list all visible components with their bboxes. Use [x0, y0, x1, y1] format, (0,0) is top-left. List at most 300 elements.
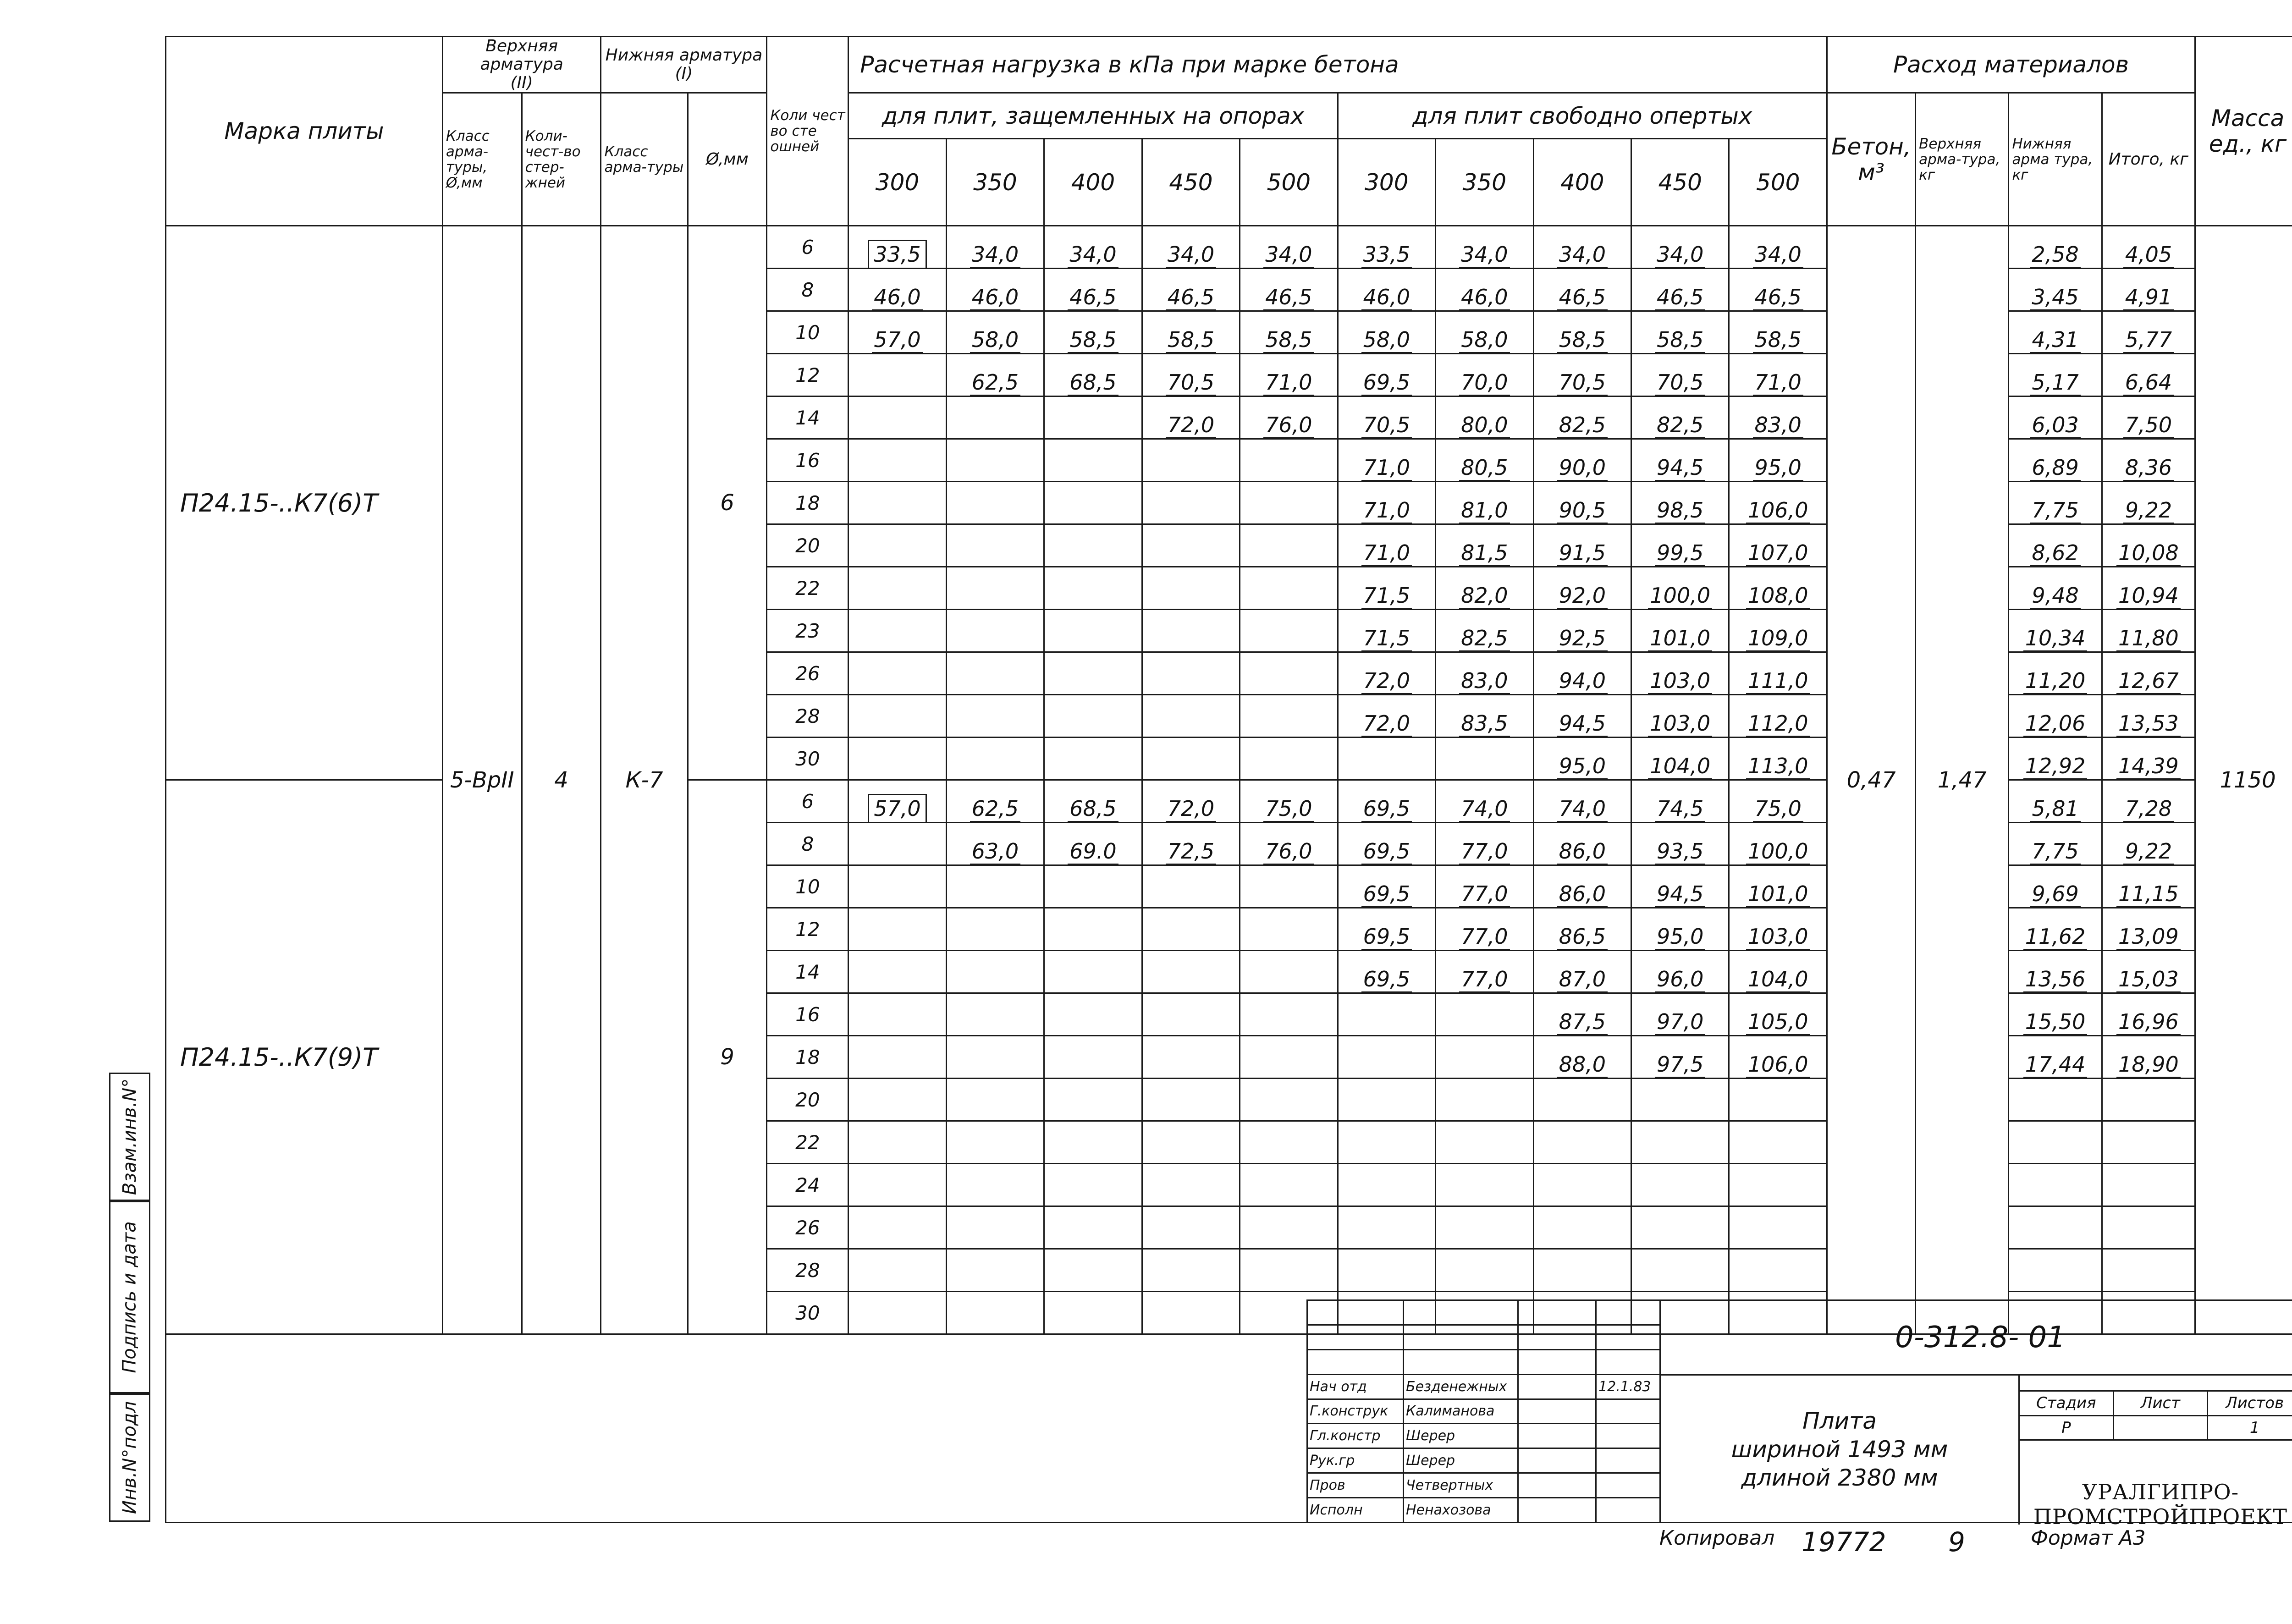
load-clamped: [1240, 695, 1338, 738]
rod-count: 12: [767, 354, 848, 396]
lower-reinf-mass: 12,92: [2009, 738, 2102, 780]
load-clamped: [1142, 1036, 1240, 1079]
load-free: 106,0: [1729, 482, 1827, 524]
total-mass: 6,64: [2102, 354, 2195, 396]
load-free: 69,5: [1338, 908, 1435, 951]
load-free: 70,5: [1533, 354, 1631, 396]
stamp-empty-cell: [1596, 1349, 1660, 1374]
total-mass: 18,90: [2102, 1036, 2195, 1079]
load-clamped: [1142, 482, 1240, 524]
load-clamped: [1142, 1164, 1240, 1206]
lower-reinf-mass: 3,45: [2009, 269, 2102, 311]
load-free: [1338, 1079, 1435, 1121]
lower-reinf-mass: 9,69: [2009, 865, 2102, 908]
load-clamped: 68,5: [1044, 780, 1142, 823]
load-free: [1631, 1206, 1729, 1249]
load-clamped: 57,0: [848, 311, 946, 354]
load-free: 95,0: [1533, 738, 1631, 780]
load-clamped: [946, 993, 1044, 1036]
lower-reinf-mass: 11,20: [2009, 652, 2102, 695]
stamp-name: Безденежных: [1404, 1374, 1518, 1399]
load-clamped: 34,0: [946, 226, 1044, 269]
rod-count: 10: [767, 865, 848, 908]
load-clamped: [1142, 1079, 1240, 1121]
load-free: 71,0: [1338, 482, 1435, 524]
load-clamped: 63,0: [946, 823, 1044, 865]
rod-count: 28: [767, 1249, 848, 1292]
load-free: 33,5: [1338, 226, 1435, 269]
load-free: 88,0: [1533, 1036, 1631, 1079]
lower-reinf-mass: [2009, 1079, 2102, 1121]
total-mass: 9,22: [2102, 482, 2195, 524]
load-clamped: [1044, 738, 1142, 780]
upper-class: 5-ВрII: [442, 226, 522, 1334]
load-clamped: 46,0: [848, 269, 946, 311]
grade-clamped-350: 350: [946, 139, 1044, 226]
load-free: 105,0: [1729, 993, 1827, 1036]
load-clamped: [1240, 567, 1338, 610]
total-mass: 10,08: [2102, 524, 2195, 567]
load-clamped: 34,0: [1044, 226, 1142, 269]
stamp-empty-cell: [1404, 1349, 1518, 1374]
stamp-empty-cell: [1307, 1300, 1404, 1325]
load-clamped: [1142, 652, 1240, 695]
stamp-role: Пров: [1307, 1473, 1404, 1498]
load-free: 46,0: [1436, 269, 1533, 311]
load-free: 97,5: [1631, 1036, 1729, 1079]
load-clamped: [1142, 1206, 1240, 1249]
load-free: 96,0: [1631, 951, 1729, 993]
title-block: [1306, 1299, 2292, 1529]
load-free: 107,0: [1729, 524, 1827, 567]
header-load: Расчетная нагрузка в кПа при марке бетона: [848, 37, 1827, 93]
total-mass: 13,09: [2102, 908, 2195, 951]
load-clamped: 62,5: [946, 780, 1044, 823]
load-free: 74,0: [1533, 780, 1631, 823]
load-free: 46,0: [1338, 269, 1435, 311]
load-clamped: [1044, 695, 1142, 738]
load-clamped: [946, 567, 1044, 610]
load-clamped: 62,5: [946, 354, 1044, 396]
load-clamped: [1142, 610, 1240, 652]
grade-free-300: 300: [1338, 139, 1435, 226]
load-free: 80,0: [1436, 396, 1533, 439]
load-table: [165, 36, 2292, 1335]
load-free: 103,0: [1631, 652, 1729, 695]
load-clamped: [848, 1079, 946, 1121]
load-free: 83,5: [1436, 695, 1533, 738]
load-clamped: [1240, 865, 1338, 908]
load-clamped: 72,0: [1142, 396, 1240, 439]
load-free: [1533, 1164, 1631, 1206]
load-free: 69,5: [1338, 780, 1435, 823]
lower-reinf-mass: 17,44: [2009, 1036, 2102, 1079]
load-free: [1729, 1164, 1827, 1206]
rod-count: 14: [767, 951, 848, 993]
load-free: 103,0: [1631, 695, 1729, 738]
grade-free-450: 450: [1631, 139, 1729, 226]
load-free: 69,5: [1338, 354, 1435, 396]
load-free: 87,5: [1533, 993, 1631, 1036]
total-mass: 9,22: [2102, 823, 2195, 865]
load-free: 97,0: [1631, 993, 1729, 1036]
load-clamped: 46,0: [946, 269, 1044, 311]
load-free: 87,0: [1533, 951, 1631, 993]
doc-title: Плита шириной 1493 мм длиной 2380 мм: [1661, 1374, 2020, 1525]
load-clamped: 46,5: [1142, 269, 1240, 311]
header-qty: Коли чест во сте ошней: [767, 37, 848, 226]
side-note-replace: Взам.инв.N°: [109, 1073, 150, 1201]
load-free: 77,0: [1436, 865, 1533, 908]
load-free: [1729, 1121, 1827, 1164]
rod-count: 6: [767, 780, 848, 823]
load-clamped: [1240, 908, 1338, 951]
load-clamped: [1044, 524, 1142, 567]
rod-count: 16: [767, 439, 848, 482]
rod-count: 8: [767, 823, 848, 865]
load-clamped: [946, 695, 1044, 738]
stamp-empty-cell: [1596, 1325, 1660, 1349]
load-free: [1533, 1121, 1631, 1164]
stamp-role: Исполн: [1307, 1498, 1404, 1523]
load-free: 94,5: [1631, 865, 1729, 908]
load-free: 71,0: [1729, 354, 1827, 396]
lower-reinf-mass: 12,06: [2009, 695, 2102, 738]
sheet-value: [2113, 1415, 2208, 1440]
stamp-empty-cell: [1518, 1325, 1596, 1349]
load-clamped: [848, 823, 946, 865]
stamp-empty-cell: [1518, 1349, 1596, 1374]
load-free: 58,0: [1338, 311, 1435, 354]
rod-count: 6: [767, 226, 848, 269]
load-clamped: [946, 951, 1044, 993]
load-clamped: [1044, 567, 1142, 610]
load-clamped: 58,0: [946, 311, 1044, 354]
lower-diameter: 9: [688, 780, 767, 1334]
load-clamped: [1044, 1079, 1142, 1121]
load-clamped: [1044, 439, 1142, 482]
load-free: [1729, 1079, 1827, 1121]
lower-reinf-mass: 15,50: [2009, 993, 2102, 1036]
load-free: [1436, 1164, 1533, 1206]
load-free: 77,0: [1436, 951, 1533, 993]
header-materials: Расход материалов: [1827, 37, 2195, 93]
load-free: 46,5: [1631, 269, 1729, 311]
load-clamped: [1044, 1206, 1142, 1249]
load-clamped: [946, 652, 1044, 695]
total-mass: 4,05: [2102, 226, 2195, 269]
lower-reinf-mass: 6,89: [2009, 439, 2102, 482]
load-free: 113,0: [1729, 738, 1827, 780]
load-free: 91,5: [1533, 524, 1631, 567]
load-free: 75,0: [1729, 780, 1827, 823]
load-free: 58,0: [1436, 311, 1533, 354]
stamp-role: Г.конструк: [1307, 1399, 1404, 1424]
stage-head: Стадия: [2019, 1391, 2114, 1416]
load-free: 112,0: [1729, 695, 1827, 738]
load-free: [1436, 993, 1533, 1036]
total-mass: 4,91: [2102, 269, 2195, 311]
load-clamped: [946, 1164, 1044, 1206]
load-free: 90,0: [1533, 439, 1631, 482]
load-clamped: 57,0: [848, 780, 946, 823]
grade-clamped-450: 450: [1142, 139, 1240, 226]
header-lower-kg: Нижняя арма тура, кг: [2009, 93, 2102, 226]
load-free: [1436, 738, 1533, 780]
stamp-date: [1596, 1399, 1660, 1424]
load-free: 92,0: [1533, 567, 1631, 610]
upper-count: 4: [522, 226, 601, 1334]
stamp-date: [1596, 1498, 1660, 1523]
load-clamped: [1142, 908, 1240, 951]
load-free: 104,0: [1631, 738, 1729, 780]
load-clamped: [946, 396, 1044, 439]
grade-clamped-400: 400: [1044, 139, 1142, 226]
lower-reinf-mass: 5,81: [2009, 780, 2102, 823]
load-clamped: [1044, 951, 1142, 993]
load-clamped: 46,5: [1240, 269, 1338, 311]
table-row: [166, 226, 2292, 269]
load-clamped: [1044, 865, 1142, 908]
load-clamped: [1044, 1121, 1142, 1164]
load-clamped: [1240, 652, 1338, 695]
header-count: Коли-чест-во стер-жней: [522, 93, 601, 226]
load-free: 93,5: [1631, 823, 1729, 865]
load-clamped: [848, 865, 946, 908]
load-free: 82,5: [1631, 396, 1729, 439]
load-free: 58,5: [1729, 311, 1827, 354]
load-clamped: [848, 1206, 946, 1249]
total-mass: 13,53: [2102, 695, 2195, 738]
load-clamped: [1142, 993, 1240, 1036]
load-clamped: [1142, 567, 1240, 610]
sheets-value: 1: [2208, 1415, 2292, 1440]
load-free: 58,5: [1533, 311, 1631, 354]
load-free: 82,5: [1533, 396, 1631, 439]
load-clamped: [1240, 738, 1338, 780]
stamp-empty-cell: [1307, 1325, 1404, 1349]
load-free: 71,5: [1338, 567, 1435, 610]
rod-count: 28: [767, 695, 848, 738]
total-mass: 14,39: [2102, 738, 2195, 780]
load-clamped: [1142, 439, 1240, 482]
side-note-signature: Подпись и дата: [109, 1201, 150, 1393]
load-clamped: [946, 610, 1044, 652]
stamp-date: 12.1.83: [1596, 1374, 1660, 1399]
header-upper-kg: Верхняя арма-тура, кг: [1916, 93, 2009, 226]
load-free: 83,0: [1436, 652, 1533, 695]
rod-count: 24: [767, 1164, 848, 1206]
lower-reinf-mass: 7,75: [2009, 482, 2102, 524]
load-clamped: [1142, 865, 1240, 908]
stamp-date: [1596, 1473, 1660, 1498]
plate-mark: П24.15-..К7(9)Т: [166, 780, 443, 1334]
sheet-head: Лист: [2113, 1391, 2208, 1416]
load-free: 100,0: [1729, 823, 1827, 865]
total-mass: 7,50: [2102, 396, 2195, 439]
lower-reinf-mass: 4,31: [2009, 311, 2102, 354]
load-free: 86,0: [1533, 823, 1631, 865]
unit-mass: 1150: [2195, 226, 2292, 1334]
load-clamped: [1240, 1036, 1338, 1079]
load-free: 95,0: [1631, 908, 1729, 951]
load-clamped: [1240, 610, 1338, 652]
total-mass: 10,94: [2102, 567, 2195, 610]
stamp-sign: [1518, 1424, 1596, 1448]
load-free: 74,0: [1436, 780, 1533, 823]
load-free: 86,5: [1533, 908, 1631, 951]
header-clamped: для плит, защемленных на опорах: [848, 93, 1338, 139]
load-free: 70,5: [1631, 354, 1729, 396]
rod-count: 18: [767, 482, 848, 524]
load-free: 94,5: [1631, 439, 1729, 482]
load-free: 80,5: [1436, 439, 1533, 482]
stamp-role: Гл.констр: [1307, 1424, 1404, 1448]
lower-class: К-7: [601, 226, 688, 1334]
stamp-role: Рук.гр: [1307, 1448, 1404, 1473]
load-free: [1729, 1206, 1827, 1249]
header-lower-reinf: Нижняя арматура (I): [601, 37, 767, 93]
grade-clamped-300: 300: [848, 139, 946, 226]
load-clamped: [946, 1121, 1044, 1164]
stamp-name: Четвертных: [1404, 1473, 1518, 1498]
load-free: [1338, 1121, 1435, 1164]
stamp-role: Нач отд: [1307, 1374, 1404, 1399]
rod-count: 26: [767, 1206, 848, 1249]
load-clamped: 76,0: [1240, 823, 1338, 865]
load-clamped: [848, 524, 946, 567]
stage-value: Р: [2019, 1415, 2114, 1440]
load-clamped: [848, 1036, 946, 1079]
load-clamped: [1044, 1164, 1142, 1206]
load-clamped: [848, 567, 946, 610]
load-free: 74,5: [1631, 780, 1729, 823]
total-mass: 15,03: [2102, 951, 2195, 993]
total-mass: 7,28: [2102, 780, 2195, 823]
load-clamped: [1044, 1036, 1142, 1079]
rod-count: 30: [767, 1292, 848, 1334]
total-mass: 8,36: [2102, 439, 2195, 482]
load-clamped: 58,5: [1044, 311, 1142, 354]
load-free: 81,0: [1436, 482, 1533, 524]
load-free: 92,5: [1533, 610, 1631, 652]
load-clamped: [946, 908, 1044, 951]
rod-count: 22: [767, 567, 848, 610]
load-clamped: [1142, 695, 1240, 738]
load-free: [1631, 1164, 1729, 1206]
load-free: [1338, 1036, 1435, 1079]
stamp-sign: [1518, 1399, 1596, 1424]
load-clamped: [848, 652, 946, 695]
rod-count: 26: [767, 652, 848, 695]
header-upper-reinf: Верхняя арматура (II): [442, 37, 601, 93]
load-clamped: [946, 865, 1044, 908]
load-free: 70,0: [1436, 354, 1533, 396]
load-free: 82,0: [1436, 567, 1533, 610]
load-free: 34,0: [1436, 226, 1533, 269]
load-clamped: [946, 738, 1044, 780]
organization: УРАЛГИПРО- ПРОМСТРОЙПРОЕКТ: [2033, 1480, 2288, 1529]
load-free: 94,5: [1533, 695, 1631, 738]
total-mass: [2102, 1079, 2195, 1121]
load-free: 103,0: [1729, 908, 1827, 951]
load-clamped: [1044, 396, 1142, 439]
side-note-inventory: Инв.N°подл: [109, 1393, 150, 1522]
load-free: 98,5: [1631, 482, 1729, 524]
load-free: [1338, 1164, 1435, 1206]
rod-count: 16: [767, 993, 848, 1036]
rod-count: 23: [767, 610, 848, 652]
lower-reinf-mass: [2009, 1121, 2102, 1164]
load-clamped: [1142, 524, 1240, 567]
load-clamped: 70,5: [1142, 354, 1240, 396]
plate-mark: П24.15-..К7(6)Т: [166, 226, 443, 780]
load-free: 99,5: [1631, 524, 1729, 567]
concrete-volume: 0,47: [1827, 226, 1915, 1334]
load-clamped: [1240, 1206, 1338, 1249]
stamp-empty-cell: [1307, 1349, 1404, 1374]
total-mass: 5,77: [2102, 311, 2195, 354]
doc-code: 0-312.8- 01: [1661, 1301, 2292, 1376]
stamp-empty-cell: [1596, 1300, 1660, 1325]
stamp-empty-cell: [1518, 1300, 1596, 1325]
copy-number: 19772: [1802, 1526, 1886, 1558]
load-free: [1436, 1206, 1533, 1249]
load-clamped: [848, 738, 946, 780]
stamp-sign: [1518, 1498, 1596, 1523]
rod-count: 12: [767, 908, 848, 951]
lower-diameter: 6: [688, 226, 767, 780]
load-clamped: [1142, 738, 1240, 780]
load-free: [1436, 1036, 1533, 1079]
load-clamped: [848, 1164, 946, 1206]
lower-reinf-mass: 6,03: [2009, 396, 2102, 439]
stage-table: [2018, 1390, 2292, 1441]
load-free: 82,5: [1436, 610, 1533, 652]
load-free: 109,0: [1729, 610, 1827, 652]
load-free: 34,0: [1533, 226, 1631, 269]
load-clamped: [848, 695, 946, 738]
load-clamped: [848, 439, 946, 482]
load-free: 81,5: [1436, 524, 1533, 567]
stamp-name: Шерер: [1404, 1448, 1518, 1473]
load-clamped: [848, 396, 946, 439]
load-clamped: [1044, 482, 1142, 524]
load-clamped: 76,0: [1240, 396, 1338, 439]
rod-count: 18: [767, 1036, 848, 1079]
load-clamped: 71,0: [1240, 354, 1338, 396]
load-free: 71,0: [1338, 524, 1435, 567]
load-clamped: [1240, 482, 1338, 524]
load-clamped: [1240, 951, 1338, 993]
lower-reinf-mass: 7,75: [2009, 823, 2102, 865]
stamp-empty-cell: [1404, 1300, 1518, 1325]
load-free: 34,0: [1631, 226, 1729, 269]
total-mass: [2102, 1164, 2195, 1206]
load-free: [1338, 1206, 1435, 1249]
load-clamped: [848, 1121, 946, 1164]
load-clamped: [946, 482, 1044, 524]
load-clamped: 72,0: [1142, 780, 1240, 823]
upper-reinf-mass: 1,47: [1916, 226, 2009, 1334]
lower-reinf-mass: 11,62: [2009, 908, 2102, 951]
load-free: [1533, 1206, 1631, 1249]
header-free: для плит свободно опертых: [1338, 93, 1827, 139]
load-free: [1436, 1079, 1533, 1121]
stamp-date: [1596, 1424, 1660, 1448]
load-free: [1338, 738, 1435, 780]
header-mark: Марка плиты: [166, 37, 443, 226]
